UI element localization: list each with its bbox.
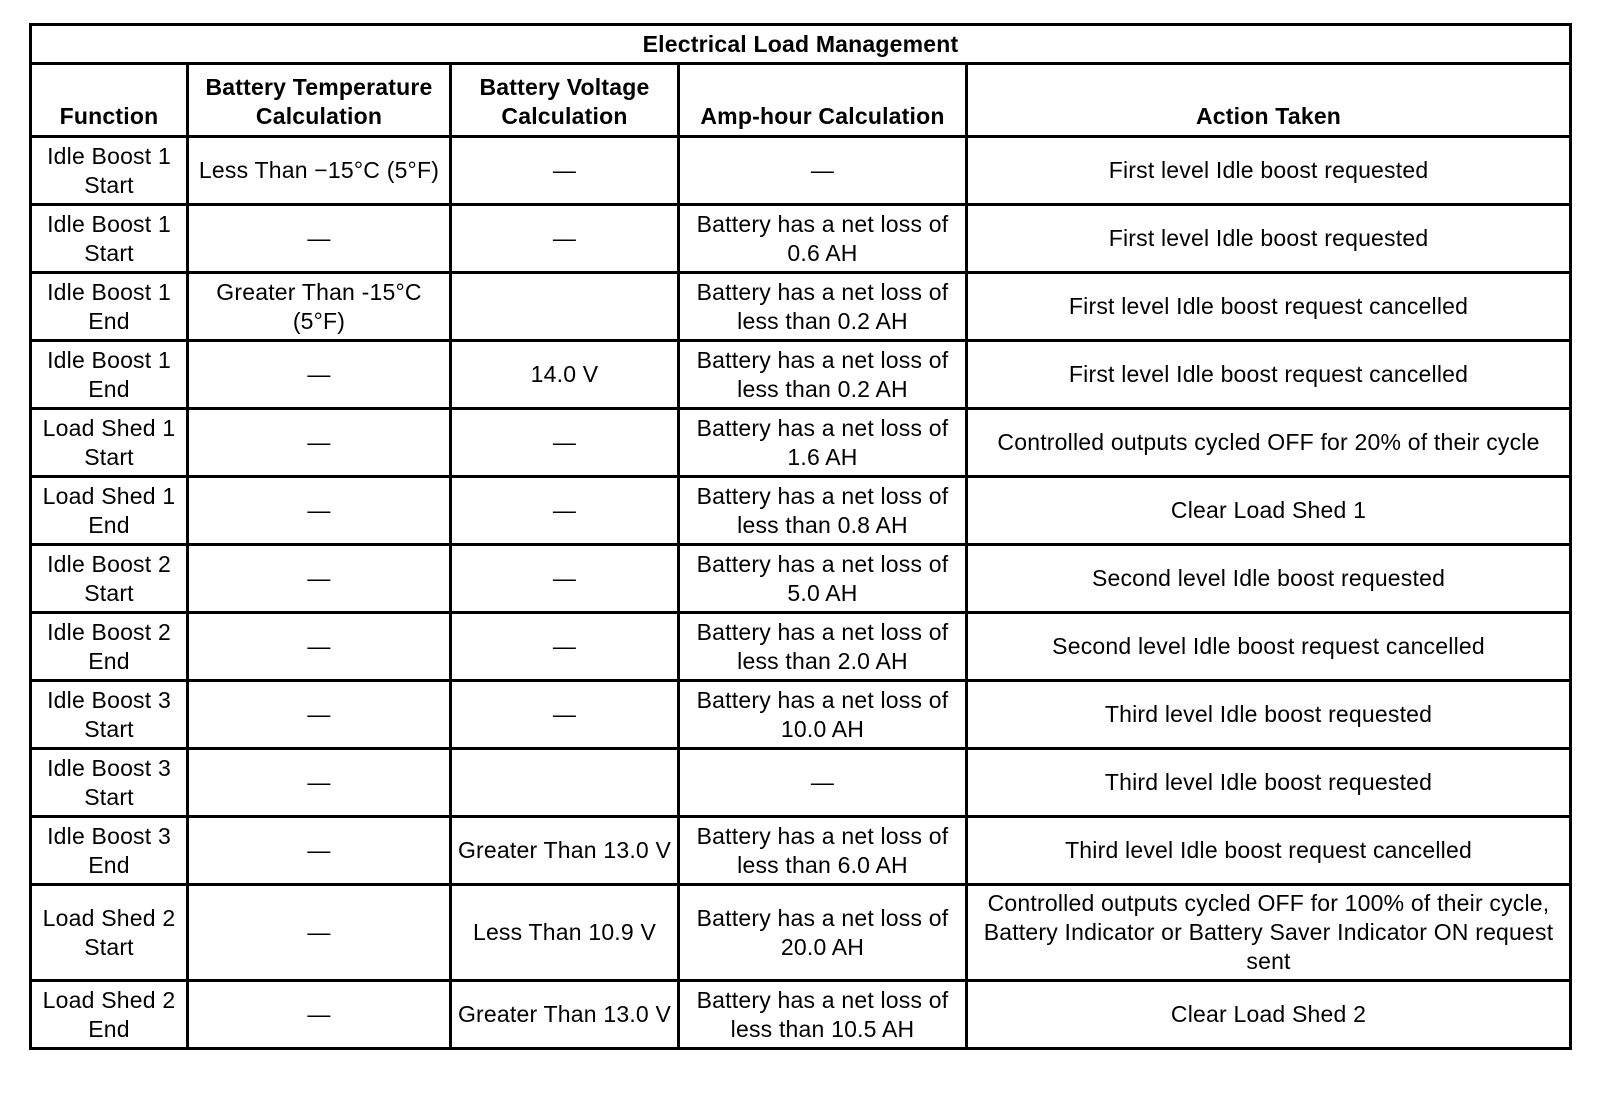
table-row	[31, 137, 1571, 205]
cell-amp-hour: Battery has a net loss of 5.0 AH	[679, 545, 967, 613]
cell-battery-voltage: —	[451, 205, 679, 273]
table-row	[31, 341, 1571, 409]
table-title-row	[31, 25, 1571, 64]
cell-function: Idle Boost 1 Start	[31, 137, 188, 205]
cell-amp-hour: Battery has a net loss of less than 0.2 AH	[679, 341, 967, 409]
cell-function: Idle Boost 1 End	[31, 341, 188, 409]
cell-amp-hour: —	[679, 137, 967, 205]
table-row	[31, 273, 1571, 341]
cell-function: Idle Boost 2 Start	[31, 545, 188, 613]
cell-action-taken: First level Idle boost requested	[967, 137, 1571, 205]
cell-battery-temperature: Greater Than -15°C (5°F)	[188, 273, 451, 341]
cell-amp-hour: Battery has a net loss of less than 6.0 AH	[679, 817, 967, 885]
cell-battery-voltage: —	[451, 477, 679, 545]
cell-action-taken: Third level Idle boost requested	[967, 749, 1571, 817]
cell-battery-temperature: Less Than −15°C (5°F)	[188, 137, 451, 205]
table-row	[31, 981, 1571, 1049]
cell-amp-hour: Battery has a net loss of 1.6 AH	[679, 409, 967, 477]
cell-amp-hour: Battery has a net loss of 20.0 AH	[679, 885, 967, 981]
cell-function: Load Shed 1 Start	[31, 409, 188, 477]
cell-battery-temperature: —	[188, 981, 451, 1049]
table-row	[31, 749, 1571, 817]
cell-function: Load Shed 2 End	[31, 981, 188, 1049]
cell-battery-temperature: —	[188, 613, 451, 681]
cell-battery-voltage: —	[451, 681, 679, 749]
cell-action-taken: Controlled outputs cycled OFF for 100% of their cycle, Battery Indicator or Battery Saver Indicator ON request sent	[967, 885, 1571, 981]
cell-battery-voltage: Greater Than 13.0 V	[451, 981, 679, 1049]
table-header-row	[31, 64, 1571, 137]
cell-function: Idle Boost 3 Start	[31, 749, 188, 817]
cell-amp-hour: Battery has a net loss of 10.0 AH	[679, 681, 967, 749]
cell-battery-temperature: —	[188, 205, 451, 273]
header-action-taken: Action Taken	[967, 64, 1571, 137]
cell-amp-hour: Battery has a net loss of less than 0.2 AH	[679, 273, 967, 341]
cell-action-taken: Third level Idle boost request cancelled	[967, 817, 1571, 885]
table-row	[31, 409, 1571, 477]
cell-amp-hour: Battery has a net loss of less than 2.0 AH	[679, 613, 967, 681]
cell-action-taken: First level Idle boost requested	[967, 205, 1571, 273]
cell-action-taken: First level Idle boost request cancelled	[967, 341, 1571, 409]
cell-function: Idle Boost 1 Start	[31, 205, 188, 273]
electrical-load-management-table	[29, 23, 1572, 1050]
table-row	[31, 477, 1571, 545]
cell-battery-voltage	[451, 273, 679, 341]
cell-action-taken: Controlled outputs cycled OFF for 20% of their cycle	[967, 409, 1571, 477]
table-row	[31, 545, 1571, 613]
cell-function: Load Shed 2 Start	[31, 885, 188, 981]
cell-function: Idle Boost 3 Start	[31, 681, 188, 749]
table-row	[31, 817, 1571, 885]
cell-battery-voltage: —	[451, 137, 679, 205]
header-battery-voltage: Battery Voltage Calculation	[451, 64, 679, 137]
table-row	[31, 613, 1571, 681]
cell-function: Idle Boost 1 End	[31, 273, 188, 341]
header-function: Function	[31, 64, 188, 137]
table-row	[31, 681, 1571, 749]
cell-battery-temperature: —	[188, 409, 451, 477]
cell-action-taken: Clear Load Shed 2	[967, 981, 1571, 1049]
cell-function: Idle Boost 2 End	[31, 613, 188, 681]
cell-battery-voltage	[451, 749, 679, 817]
cell-action-taken: Second level Idle boost requested	[967, 545, 1571, 613]
cell-battery-temperature: —	[188, 477, 451, 545]
cell-amp-hour: Battery has a net loss of 0.6 AH	[679, 205, 967, 273]
table-title: Electrical Load Management	[31, 25, 1571, 64]
cell-battery-temperature: —	[188, 341, 451, 409]
cell-action-taken: First level Idle boost request cancelled	[967, 273, 1571, 341]
cell-action-taken: Second level Idle boost request cancelled	[967, 613, 1571, 681]
cell-battery-voltage: Greater Than 13.0 V	[451, 817, 679, 885]
cell-amp-hour: —	[679, 749, 967, 817]
cell-amp-hour: Battery has a net loss of less than 0.8 AH	[679, 477, 967, 545]
cell-battery-voltage: —	[451, 613, 679, 681]
table-row	[31, 885, 1571, 981]
cell-action-taken: Clear Load Shed 1	[967, 477, 1571, 545]
cell-battery-temperature: —	[188, 749, 451, 817]
cell-battery-temperature: —	[188, 681, 451, 749]
header-battery-temperature: Battery Temperature Calculation	[188, 64, 451, 137]
cell-battery-voltage: Less Than 10.9 V	[451, 885, 679, 981]
cell-function: Idle Boost 3 End	[31, 817, 188, 885]
header-amp-hour: Amp-hour Calculation	[679, 64, 967, 137]
cell-function: Load Shed 1 End	[31, 477, 188, 545]
cell-battery-voltage: 14.0 V	[451, 341, 679, 409]
cell-action-taken: Third level Idle boost requested	[967, 681, 1571, 749]
cell-battery-temperature: —	[188, 885, 451, 981]
cell-battery-temperature: —	[188, 817, 451, 885]
cell-battery-temperature: —	[188, 545, 451, 613]
cell-amp-hour: Battery has a net loss of less than 10.5 AH	[679, 981, 967, 1049]
table-row	[31, 205, 1571, 273]
cell-battery-voltage: —	[451, 409, 679, 477]
cell-battery-voltage: —	[451, 545, 679, 613]
